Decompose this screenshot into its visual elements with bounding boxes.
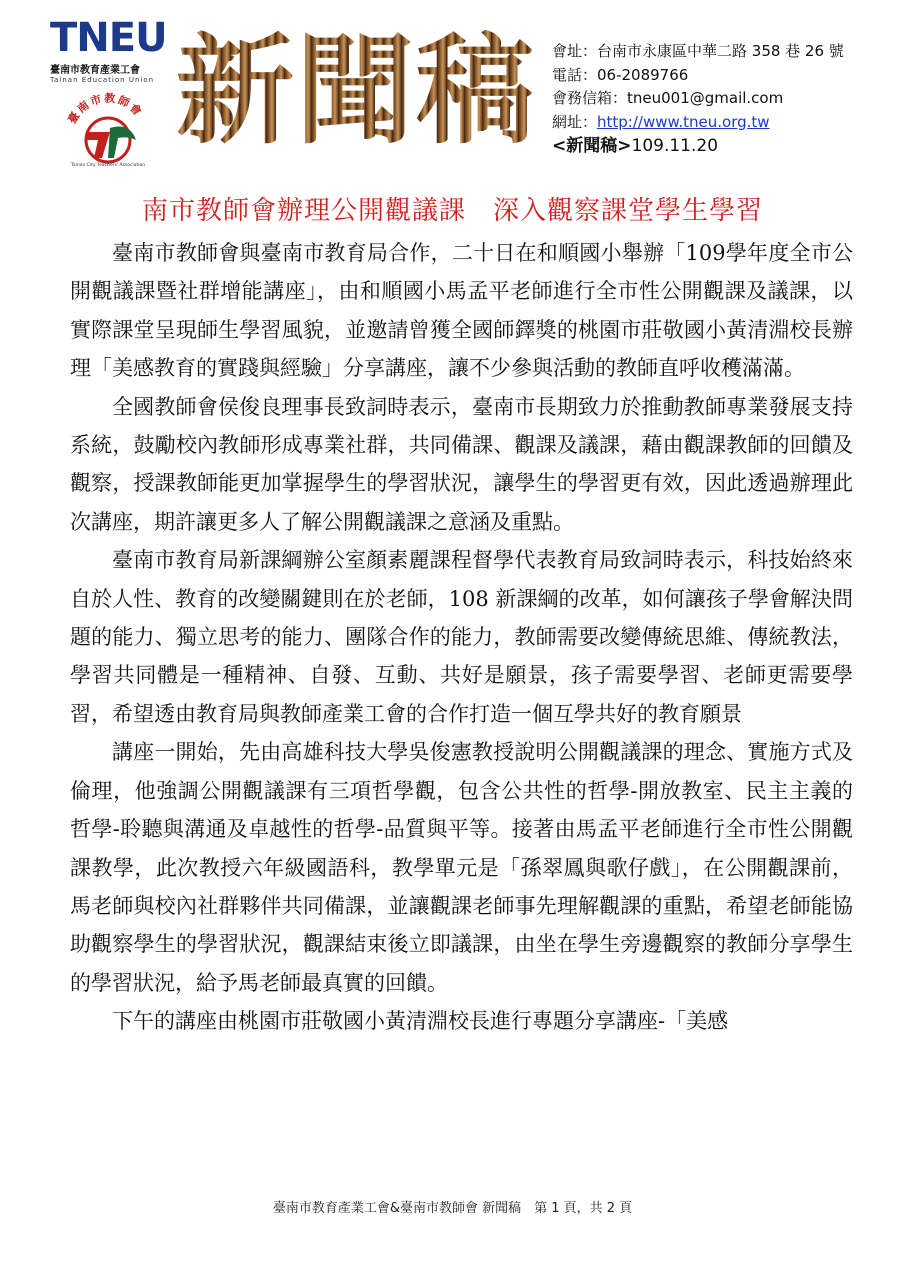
paragraph: 講座一開始，先由高雄科技大學吳俊憲教授說明公開觀議課的理念、實施方式及倫理，他強調公開觀議課有三項哲學觀，包含公共性的哲學-開放教室、民主主義的哲學-聆聽與溝通及卓越性的哲學-品質與平等。接著由馬孟平老師進行全市性公開觀課教學，此次教授六年級國語科，教學單元是「孫翠鳳與歌仔戲」，在公開觀課前，馬老師與校內社群夥伴共同備課，並讓觀課老師事先理解觀課的重點，希望老師能協助觀察學生的學習狀況，觀課結束後立即議課，由坐在學生旁邊觀察的教師分享學生的學習狀況，給予馬老師最真實的回饋。 <box>70 740 853 995</box>
address: 會址：台南市永康區中華二路 358 巷 26 號 <box>552 42 844 60</box>
phone: 電話：06-2089766 <box>552 65 689 84</box>
svg-text:臺南市教師會: 臺南市教師會 <box>65 92 146 127</box>
union-name-en: Tainan Education Union <box>50 76 155 84</box>
website-label: 網址： <box>552 112 598 131</box>
contact-info <box>552 40 897 159</box>
headline: 南市教師會辦理公開觀議課 深入觀察課堂學生學習 <box>141 196 763 226</box>
masthead-title: 新聞稿 <box>176 21 537 160</box>
release-date-value: 109.11.20 <box>631 136 719 156</box>
paragraph: 臺南市教育局新課綱辦公室顏素麗課程督學代表教育局致詞時表示，科技始終來自於人性、教育的改變關鍵則在於老師，108 新課綱的改革，如何讓孩子學會解決問題的能力、獨立思考的能力、團隊合作的能力，教師需要改變傳統思維、傳統教法，學習共同體是一種精神、自發、互動、共好是願景，孩子需要學習、老師更需要學習，希望透由教育局與教師產業工會的合作打造一個互學共好的教育願景 <box>70 548 853 726</box>
email: 會務信箱：tneu001@gmail.com <box>552 89 784 107</box>
article-body <box>70 234 853 1041</box>
teachers-association-seal-icon <box>58 92 158 168</box>
page-footer: 臺南市教育產業工會&臺南市教師會 新聞稿 第 1 頁，共 2 頁 <box>272 1201 633 1216</box>
brand-logo: TNEU <box>50 15 167 61</box>
logo-block <box>50 15 175 168</box>
website-link[interactable]: http://www.tneu.org.tw <box>597 112 770 131</box>
svg-text:Tainan City Teachers' Associat: Tainan City Teachers' Association <box>70 163 146 168</box>
website <box>552 111 897 135</box>
union-name-cn: 臺南市教育產業工會 <box>50 65 140 76</box>
release-tag: <新聞稿> <box>552 136 632 156</box>
paragraph: 下午的講座由桃園市莊敬國小黃清淵校長進行專題分享講座-「美感 <box>112 1009 729 1034</box>
release-date <box>552 135 897 159</box>
paragraph: 全國教師會侯俊良理事長致詞時表示，臺南市長期致力於推動教師專業發展支持系統，鼓勵校內教師形成專業社群，共同備課、觀課及議課，藉由觀課教師的回饋及觀察，授課教師能更加掌握學生的學習狀況，讓學生的學習更有效，因此透過辦理此次講座，期許讓更多人了解公開觀議課之意涵及重點。 <box>70 394 853 534</box>
paragraph: 臺南市教師會與臺南市教育局合作，二十日在和順國小舉辦「109學年度全市公開觀議課暨社群增能講座」，由和順國小馬孟平老師進行全市性公開觀課及議課，以實際課堂呈現師生學習風貌，並邀請曾獲全國師鐸獎的桃園市莊敬國小黃清淵校長辦理「美感教育的實踐與經驗」分享講座，讓不少參與活動的教師直呼收穫滿滿。 <box>70 241 853 381</box>
